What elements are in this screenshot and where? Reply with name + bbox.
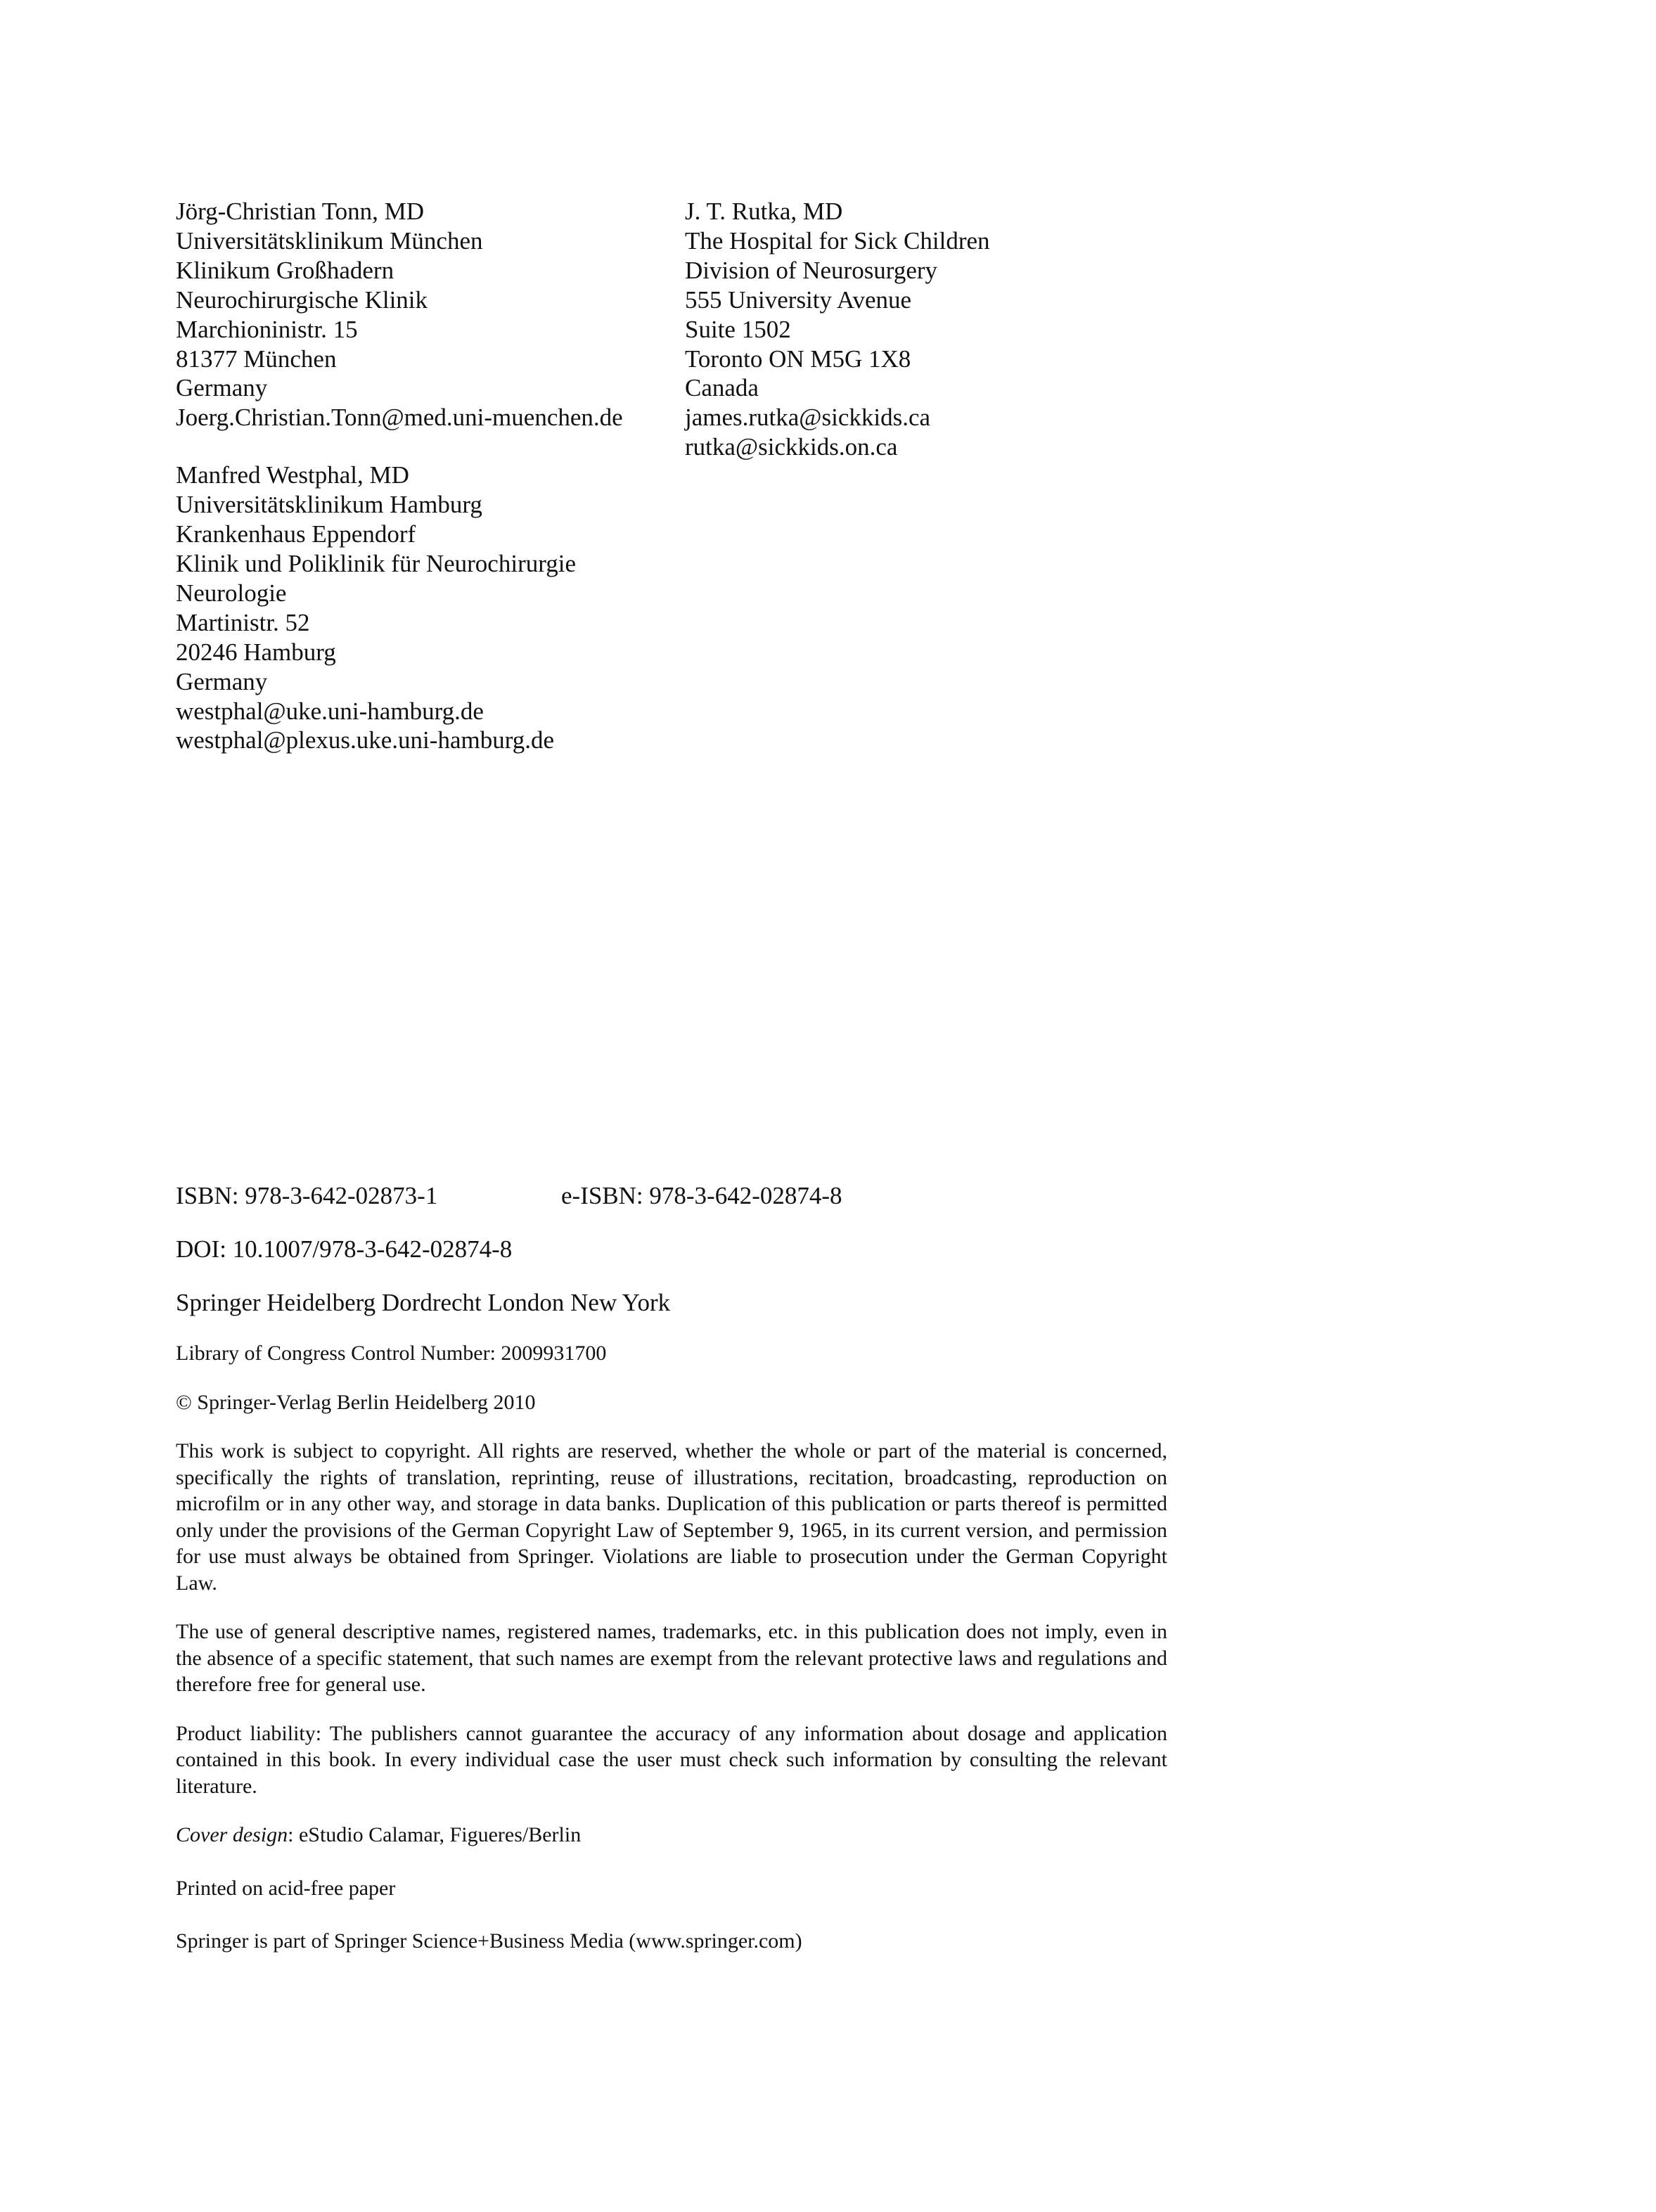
address-line: Klinik und Poliklinik für Neurochirurgie: [176, 549, 577, 577]
address-line: Suite 1502: [685, 315, 791, 343]
address-email: rutka@sickkids.on.ca: [685, 433, 898, 461]
address-email: james.rutka@sickkids.ca: [685, 404, 931, 432]
address-column-right: [685, 197, 990, 462]
author-address-tonn: [176, 197, 623, 432]
publisher-cities: Springer Heidelberg Dordrecht London New York: [176, 1289, 671, 1316]
isbn-line: [176, 1181, 1167, 1211]
address-line: Krankenhaus Eppendorf: [176, 520, 416, 548]
address-line: Division of Neurosurgery: [685, 256, 938, 284]
address-line: Canada: [685, 374, 759, 402]
lccn: Library of Congress Control Number: 2009931700: [176, 1342, 607, 1365]
cover-design: [176, 1822, 1167, 1848]
liability-paragraph: Product liability: The publishers cannot guarantee the accuracy of any information about dosage and application contained in this book. In every individual case the user must check such information by consulting the relevant literature.: [176, 1721, 1167, 1798]
address-line: Klinikum Großhadern: [176, 256, 394, 284]
rights-paragraph: This work is subject to copyright. All rights are reserved, whether the whole or part of the material is concerned, specifically the rights of translation, reprinting, reuse of illustrations, recitation, broadcasting, reproduction on microfilm or in any other way, and storage in data banks. Duplication of this publication or parts thereof is permitted only under the provisions of the German Copyright Law of September 9, 1965, in its current version, and permission for use must always be obtained from Springer. Violations are liable to prosecution under the German Copyright Law.: [176, 1439, 1167, 1595]
address-email: westphal@uke.uni-hamburg.de: [176, 697, 484, 725]
address-line: Marchioninistr. 15: [176, 315, 358, 343]
author-address-westphal: [176, 461, 623, 755]
address-line: Universitätsklinikum Hamburg: [176, 491, 482, 519]
address-line: Neurochirurgische Klinik: [176, 285, 428, 314]
address-line: Manfred Westphal, MD: [176, 461, 409, 489]
publication-info: [176, 1181, 1167, 1955]
cover-design-value: : eStudio Calamar, Figueres/Berlin: [288, 1823, 582, 1846]
address-line: Germany: [176, 374, 268, 402]
cover-design-label: Cover design: [176, 1823, 288, 1846]
springer-affiliation: Springer is part of Springer Science+Business Media (www.springer.com): [176, 1929, 802, 1953]
address-spacer: [176, 432, 623, 461]
address-line: 555 University Avenue: [685, 285, 912, 314]
address-line: Universitätsklinikum München: [176, 226, 483, 255]
address-line: Neurologie: [176, 579, 287, 607]
copyright-notice: © Springer-Verlag Berlin Heidelberg 2010: [176, 1390, 536, 1414]
author-address-rutka: [685, 197, 990, 462]
e-isbn: e-ISBN: 978-3-642-02874-8: [561, 1182, 842, 1209]
isbn: ISBN: 978-3-642-02873-1: [176, 1182, 438, 1209]
address-line: Toronto ON M5G 1X8: [685, 345, 911, 373]
address-line: 20246 Hamburg: [176, 638, 336, 666]
address-column-left: [176, 197, 623, 755]
address-line: J. T. Rutka, MD: [685, 198, 843, 225]
address-line: 81377 München: [176, 345, 337, 373]
address-email: Joerg.Christian.Tonn@med.uni-muenchen.de: [176, 404, 623, 432]
address-line: The Hospital for Sick Children: [685, 226, 990, 255]
address-line: Martinistr. 52: [176, 608, 310, 636]
address-line: Germany: [176, 667, 268, 695]
trademark-paragraph: The use of general descriptive names, registered names, trademarks, etc. in this publication does not imply, even in the absence of a specific statement, that such names are exempt from the relevant protective laws and regulations and therefore free for general use.: [176, 1620, 1167, 1696]
doi: DOI: 10.1007/978-3-642-02874-8: [176, 1235, 513, 1263]
paper-note: Printed on acid-free paper: [176, 1876, 396, 1900]
address-line: Jörg-Christian Tonn, MD: [176, 198, 425, 225]
address-email: westphal@plexus.uke.uni-hamburg.de: [176, 726, 555, 754]
